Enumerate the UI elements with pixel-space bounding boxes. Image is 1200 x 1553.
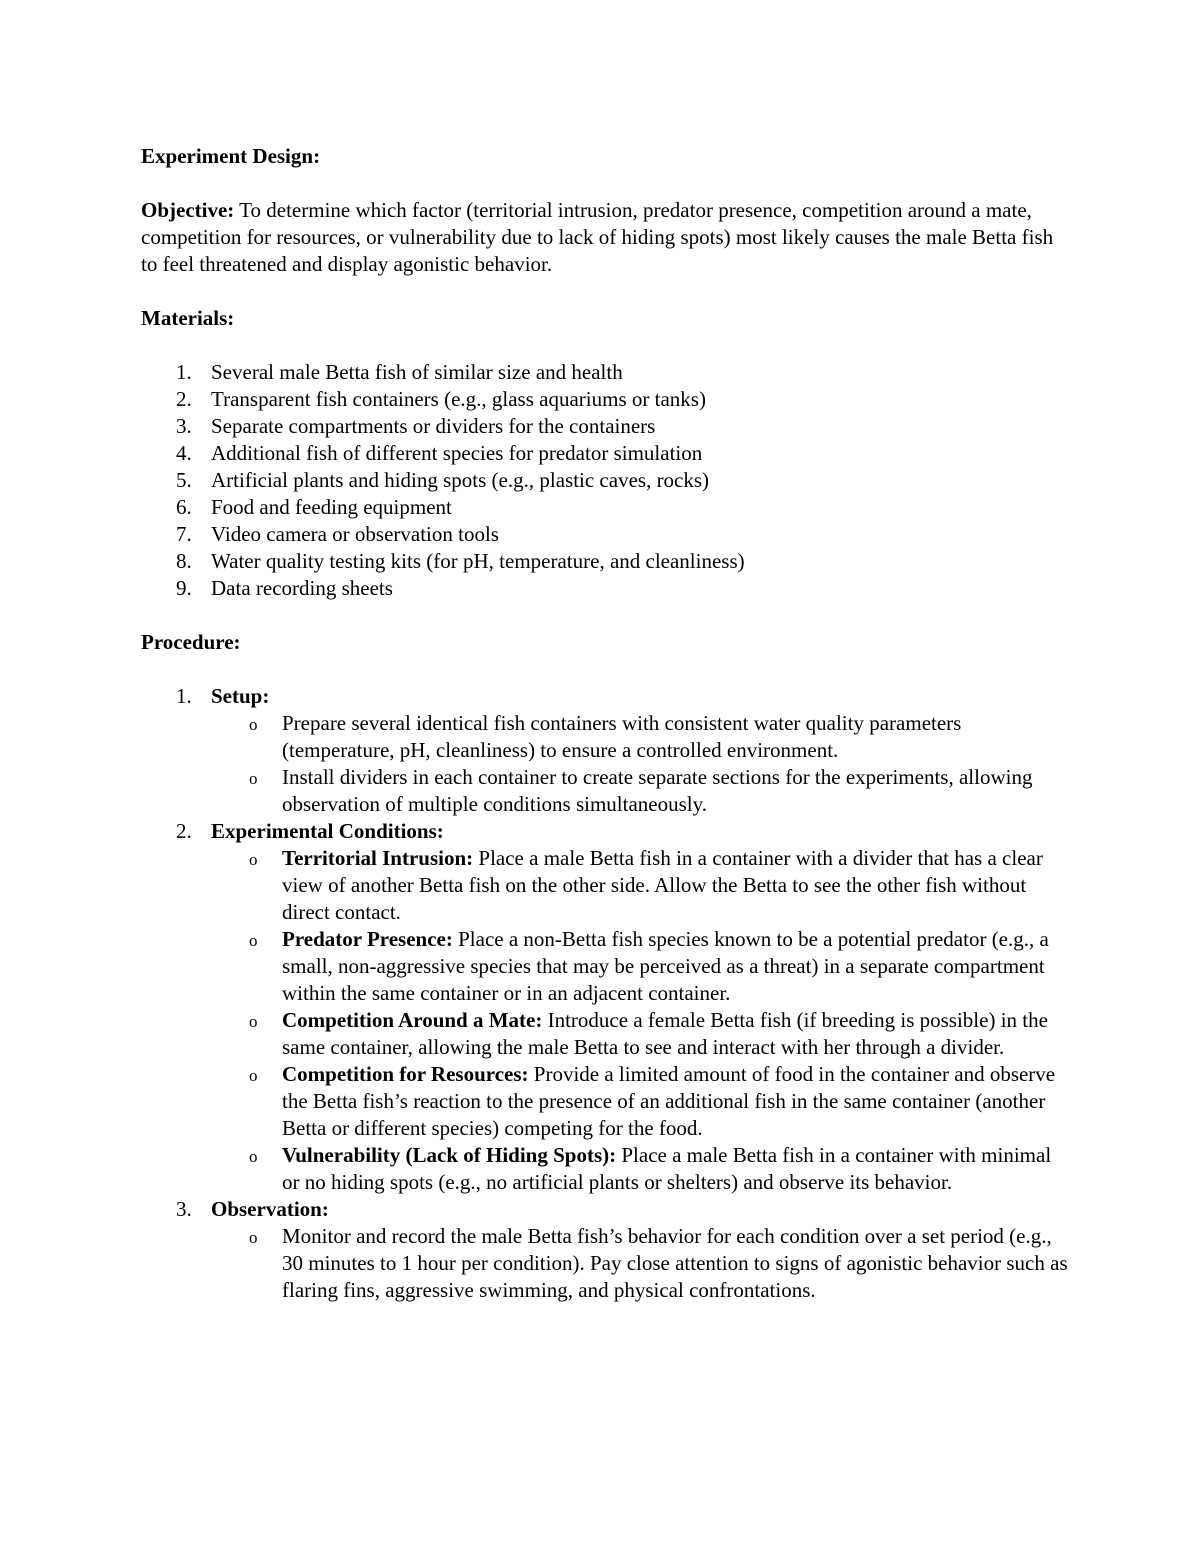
step-title: Observation: xyxy=(211,1197,329,1221)
list-item xyxy=(141,467,1071,494)
sub-list-item xyxy=(141,764,1071,818)
materials-heading: Materials: xyxy=(141,306,235,330)
objective-label: Objective: xyxy=(141,198,235,222)
list-item-text: Separate compartments or dividers for the containers xyxy=(211,414,656,438)
item-text: Monitor and record the male Betta fish’s behavior for each condition over a set period (e.g., 30 minutes to 1 hour per condition). Pay close attention to signs of agonistic behavior such as flaring fins, aggressive swimming, and physical confrontations. xyxy=(282,1224,1068,1302)
bullet-icon: o xyxy=(249,850,258,869)
list-number: 5. xyxy=(176,468,192,492)
bullet-icon: o xyxy=(249,931,258,950)
objective-paragraph xyxy=(141,197,1071,278)
list-number: 6. xyxy=(176,495,192,519)
bullet-icon: o xyxy=(249,1228,258,1247)
item-label: Competition Around a Mate: xyxy=(282,1008,543,1032)
list-number: 2. xyxy=(176,819,192,843)
bullet-icon: o xyxy=(249,769,258,788)
item-text: Provide a limited amount of food in the container and observe the Betta fish’s reaction to the presence of an additional fish in the same container (another Betta or different species) competing for the food. xyxy=(282,1062,1056,1140)
procedure-step-conditions xyxy=(141,818,1071,1196)
list-number: 2. xyxy=(176,387,192,411)
list-item-text: Transparent fish containers (e.g., glass aquariums or tanks) xyxy=(211,387,706,411)
list-item xyxy=(141,440,1071,467)
sub-list xyxy=(211,1223,1071,1304)
item-text: Place a male Betta fish in a container with minimal or no hiding spots (e.g., no artificial plants or shelters) and observe its behavior. xyxy=(282,1143,1052,1194)
list-item xyxy=(141,494,1071,521)
list-number: 1. xyxy=(176,360,192,384)
bullet-icon: o xyxy=(249,1012,258,1031)
procedure-step-observation xyxy=(141,1196,1071,1304)
step-title: Setup: xyxy=(211,684,270,708)
list-number: 3. xyxy=(176,414,192,438)
list-number: 9. xyxy=(176,576,192,600)
sub-list-item xyxy=(141,1061,1071,1142)
list-item xyxy=(141,386,1071,413)
procedure-list xyxy=(141,683,1071,1304)
item-label: Predator Presence: xyxy=(282,927,453,951)
objective-text: To determine which factor (territorial intrusion, predator presence, competition around a mate, competition for resources, or vulnerability due to lack of hiding spots) most likely causes the male Betta fish to feel threatened and display agonistic behavior. xyxy=(141,198,1054,276)
list-item-text: Video camera or observation tools xyxy=(211,522,499,546)
document-page xyxy=(141,143,1071,1304)
spacer xyxy=(141,602,1071,629)
sub-list-item xyxy=(141,1142,1071,1196)
list-number: 8. xyxy=(176,549,192,573)
procedure-heading: Procedure: xyxy=(141,630,241,654)
list-item xyxy=(141,413,1071,440)
list-number: 3. xyxy=(176,1197,192,1221)
item-text: Install dividers in each container to create separate sections for the experiments, allowing observation of multiple conditions simultaneously. xyxy=(282,765,1033,816)
list-item-text: Data recording sheets xyxy=(211,576,393,600)
list-item xyxy=(141,359,1071,386)
sub-list xyxy=(211,710,1071,818)
step-title: Experimental Conditions: xyxy=(211,819,444,843)
bullet-icon: o xyxy=(249,715,258,734)
list-item xyxy=(141,521,1071,548)
sub-list-item xyxy=(141,926,1071,1007)
item-label: Competition for Resources: xyxy=(282,1062,529,1086)
item-label: Vulnerability (Lack of Hiding Spots): xyxy=(282,1143,617,1167)
item-text: Place a non-Betta fish species known to be a potential predator (e.g., a small, non-aggressive species that may be perceived as a threat) in a separate compartment within the same container or in an adjacent container. xyxy=(282,927,1049,1005)
spacer xyxy=(141,656,1071,683)
sub-list-item xyxy=(141,1007,1071,1061)
spacer xyxy=(141,170,1071,197)
spacer xyxy=(141,278,1071,305)
spacer xyxy=(141,332,1071,359)
list-item-text: Water quality testing kits (for pH, temperature, and cleanliness) xyxy=(211,549,745,573)
item-label: Territorial Intrusion: xyxy=(282,846,474,870)
list-item xyxy=(141,575,1071,602)
list-item-text: Artificial plants and hiding spots (e.g., plastic caves, rocks) xyxy=(211,468,710,492)
bullet-icon: o xyxy=(249,1066,258,1085)
item-text: Introduce a female Betta fish (if breeding is possible) in the same container, allowing the male Betta to see and interact with her through a divider. xyxy=(282,1008,1048,1059)
item-text: Place a male Betta fish in a container with a divider that has a clear view of another Betta fish on the other side. Allow the Betta to see the other fish without direct contact. xyxy=(282,846,1043,924)
procedure-step-setup xyxy=(141,683,1071,818)
list-number: 1. xyxy=(176,684,192,708)
list-item-text: Food and feeding equipment xyxy=(211,495,452,519)
materials-list xyxy=(141,359,1071,602)
sub-list-item xyxy=(141,710,1071,764)
sub-list xyxy=(211,845,1071,1196)
list-item-text: Additional fish of different species for predator simulation xyxy=(211,441,703,465)
list-item xyxy=(141,548,1071,575)
item-text: Prepare several identical fish containers with consistent water quality parameters (temperature, pH, cleanliness) to ensure a controlled environment. xyxy=(282,711,962,762)
sub-list-item xyxy=(141,845,1071,926)
list-number: 4. xyxy=(176,441,192,465)
document-title: Experiment Design: xyxy=(141,144,321,168)
bullet-icon: o xyxy=(249,1147,258,1166)
list-item-text: Several male Betta fish of similar size and health xyxy=(211,360,623,384)
list-number: 7. xyxy=(176,522,192,546)
sub-list-item xyxy=(141,1223,1071,1304)
